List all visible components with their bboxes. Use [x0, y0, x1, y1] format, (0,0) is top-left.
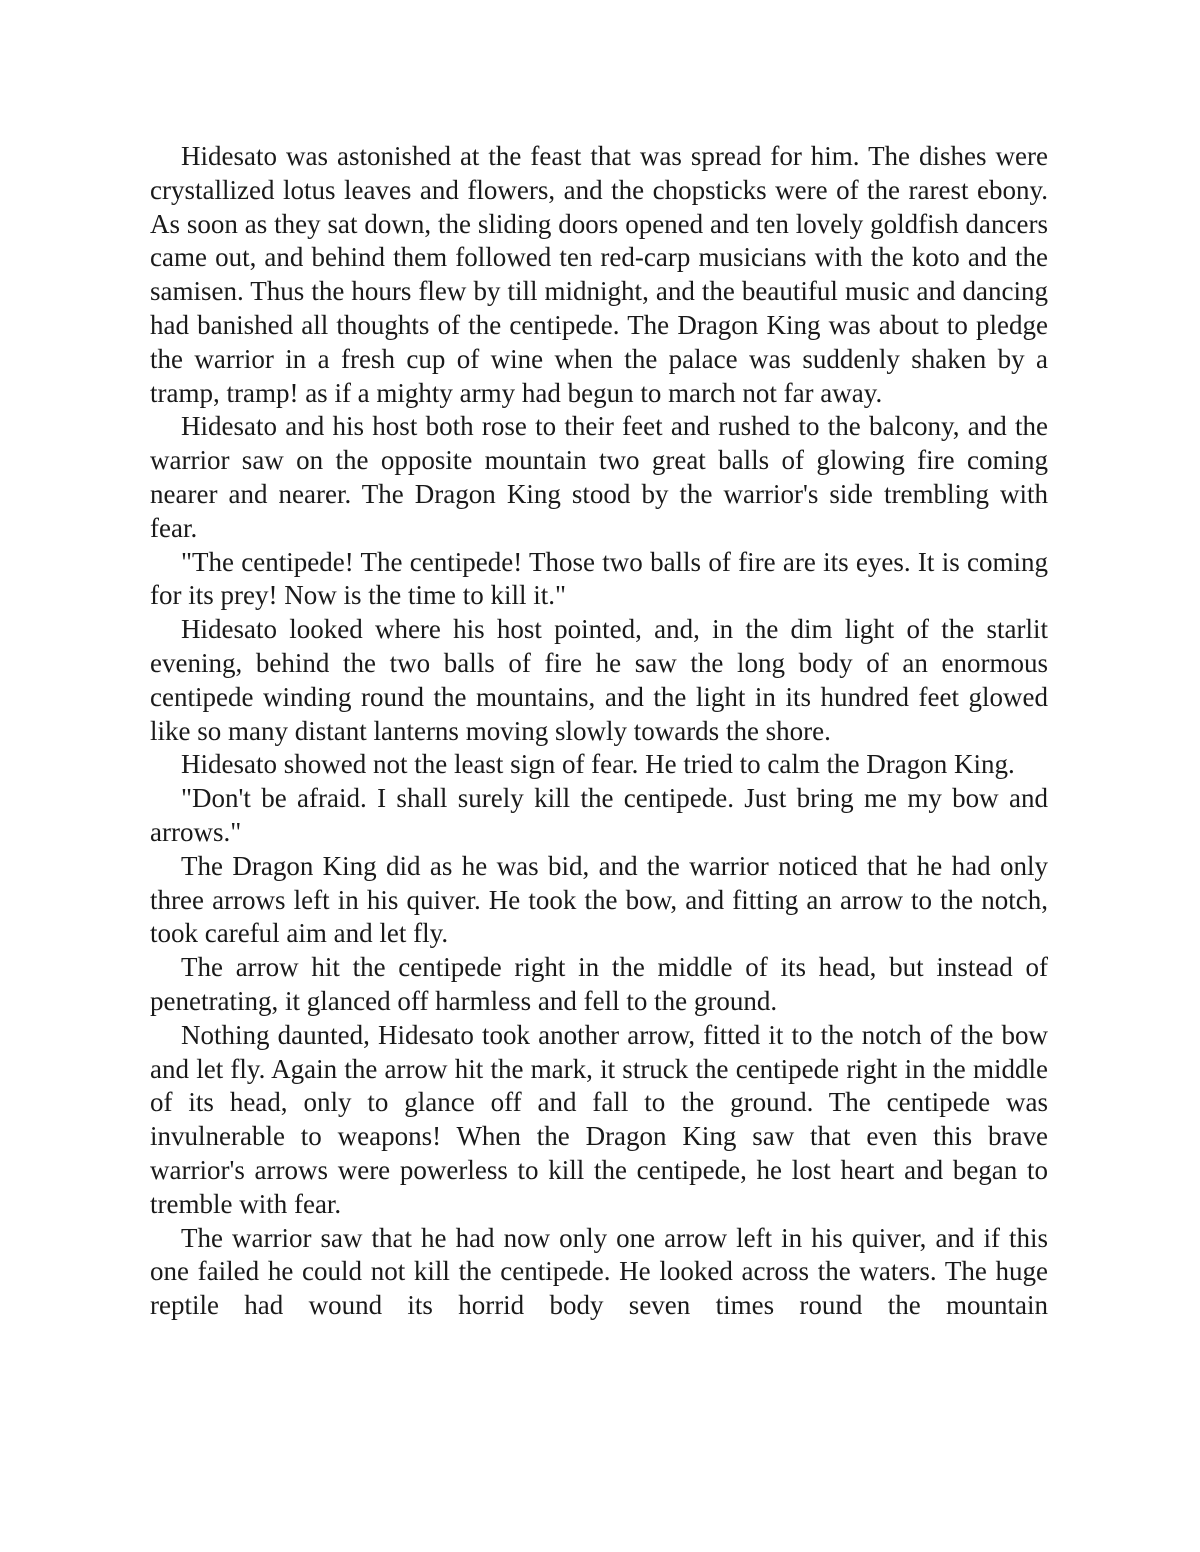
- page-body: [150, 140, 1048, 1323]
- paragraph: Hidesato was astonished at the feast that was spread for him. The dishes were crystallized lotus leaves and flowers, and the chopsticks were of the rarest ebony. As soon as they sat down, the sliding doors opened and ten lovely goldfish dancers came out, and behind them followed ten red-carp musicians with the koto and the samisen. Thus the hours flew by till midnight, and the beautiful music and dancing had banished all thoughts of the centipede. The Dragon King was about to pledge the warrior in a fresh cup of wine when the palace was suddenly shaken by a tramp, tramp! as if a mighty army had begun to march not far away.: [150, 141, 1048, 408]
- paragraph: Hidesato and his host both rose to their feet and rushed to the balcony, and the warrior saw on the opposite mountain two great balls of glowing fire coming nearer and nearer. The Dragon King stood by the warrior's side trembling with fear.: [150, 411, 1048, 543]
- paragraph: Hidesato looked where his host pointed, and, in the dim light of the starlit evening, behind the two balls of fire he saw the long body of an enormous centipede winding round the mountains, and the light in its hundred feet glowed like so many distant lanterns moving slowly towards the shore.: [150, 614, 1048, 746]
- paragraph: Hidesato showed not the least sign of fear. He tried to calm the Dragon King.: [181, 749, 1015, 780]
- paragraph: The Dragon King did as he was bid, and the warrior noticed that he had only three arrows left in his quiver. He took the bow, and fitting an arrow to the notch, took careful aim and let fly.: [150, 850, 1048, 949]
- paragraph: The arrow hit the centipede right in the middle of its head, but instead of penetrating, it glanced off harmless and fell to the ground.: [150, 952, 1048, 1016]
- paragraph: "Don't be afraid. I shall surely kill the centipede. Just bring me my bow and arrows.": [150, 783, 1048, 847]
- paragraph: "The centipede! The centipede! Those two balls of fire are its eyes. It is coming for its prey! Now is the time to kill it.": [150, 546, 1048, 611]
- paragraph: Nothing daunted, Hidesato took another arrow, fitted it to the notch of the bow and let fly. Again the arrow hit the mark, it struck the centipede right in the middle of its head, only to glance off and fall to the ground. The centipede was invulnerable to weapons! When the Dragon King saw that even this brave warrior's arrows were powerless to kill the centipede, he lost heart and began to tremble with fear.: [150, 1019, 1048, 1219]
- paragraph-continued: The warrior saw that he had now only one arrow left in his quiver, and if this one failed he could not kill the centipede. He looked across the waters. The huge reptile had wound its horrid body seven times round the mountain: [150, 1222, 1048, 1321]
